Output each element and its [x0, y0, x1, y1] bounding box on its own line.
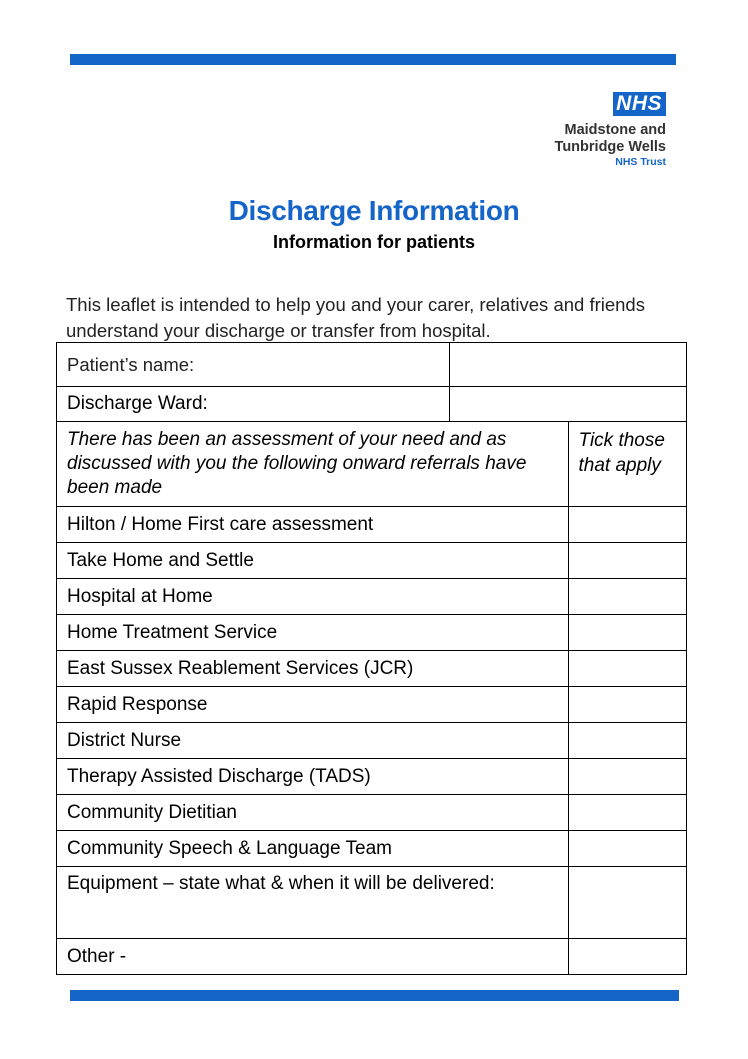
- service-row: [57, 759, 687, 795]
- service-label: Home Treatment Service: [57, 615, 569, 651]
- service-label: Hospital at Home: [57, 579, 569, 615]
- intro-paragraph: This leaflet is intended to help you and your carer, relatives and friends understand your discharge or transfer from hospital.: [66, 294, 645, 341]
- nhs-logo: [555, 92, 666, 169]
- service-label: Rapid Response: [57, 687, 569, 723]
- page-subtitle: Information for patients: [273, 232, 475, 252]
- nhs-badge: NHS: [613, 92, 666, 116]
- service-label: Other -: [57, 939, 569, 975]
- tick-box[interactable]: [568, 831, 686, 867]
- service-label: Therapy Assisted Discharge (TADS): [57, 759, 569, 795]
- service-row: [57, 831, 687, 867]
- patient-name-row: [57, 343, 687, 387]
- trust-label: NHS Trust: [615, 156, 666, 168]
- ward-row: [57, 387, 687, 422]
- tick-box[interactable]: [568, 723, 686, 759]
- page-title: Discharge Information: [228, 195, 520, 226]
- service-row: [57, 615, 687, 651]
- service-row: [57, 939, 687, 975]
- service-row: [57, 687, 687, 723]
- tick-box[interactable]: [568, 939, 686, 975]
- tick-box[interactable]: [568, 651, 686, 687]
- service-label: Community Speech & Language Team: [57, 831, 569, 867]
- tick-box[interactable]: [568, 759, 686, 795]
- service-row: [57, 507, 687, 543]
- org-name-line2: Tunbridge Wells: [554, 139, 666, 155]
- ward-field[interactable]: [450, 387, 687, 422]
- service-row: [57, 795, 687, 831]
- service-row: [57, 723, 687, 759]
- bottom-blue-bar: [70, 990, 679, 1001]
- top-blue-bar: [70, 54, 676, 65]
- service-label: Community Dietitian: [57, 795, 569, 831]
- service-label: Equipment – state what & when it will be delivered:: [57, 867, 569, 939]
- service-label: District Nurse: [57, 723, 569, 759]
- service-row: [57, 867, 687, 939]
- tick-header: Tick those that apply: [568, 422, 686, 507]
- patient-name-label: Patient’s name:: [57, 343, 450, 387]
- tick-box[interactable]: [568, 687, 686, 723]
- service-label: Take Home and Settle: [57, 543, 569, 579]
- tick-box[interactable]: [568, 615, 686, 651]
- service-label: East Sussex Reablement Services (JCR): [57, 651, 569, 687]
- tick-box[interactable]: [568, 579, 686, 615]
- service-row: [57, 579, 687, 615]
- assessment-row: [57, 422, 687, 507]
- service-row: [57, 543, 687, 579]
- tick-box[interactable]: [568, 507, 686, 543]
- patient-name-field[interactable]: [450, 343, 687, 387]
- assessment-statement: There has been an assessment of your need and as discussed with you the following onward referrals have been made: [57, 422, 569, 507]
- service-label: Hilton / Home First care assessment: [57, 507, 569, 543]
- tick-box[interactable]: [568, 795, 686, 831]
- discharge-form-table: [56, 342, 687, 975]
- tick-box[interactable]: [568, 543, 686, 579]
- org-name-line1: Maidstone and: [564, 122, 666, 138]
- tick-box[interactable]: [568, 867, 686, 939]
- service-row: [57, 651, 687, 687]
- ward-label: Discharge Ward:: [57, 387, 450, 422]
